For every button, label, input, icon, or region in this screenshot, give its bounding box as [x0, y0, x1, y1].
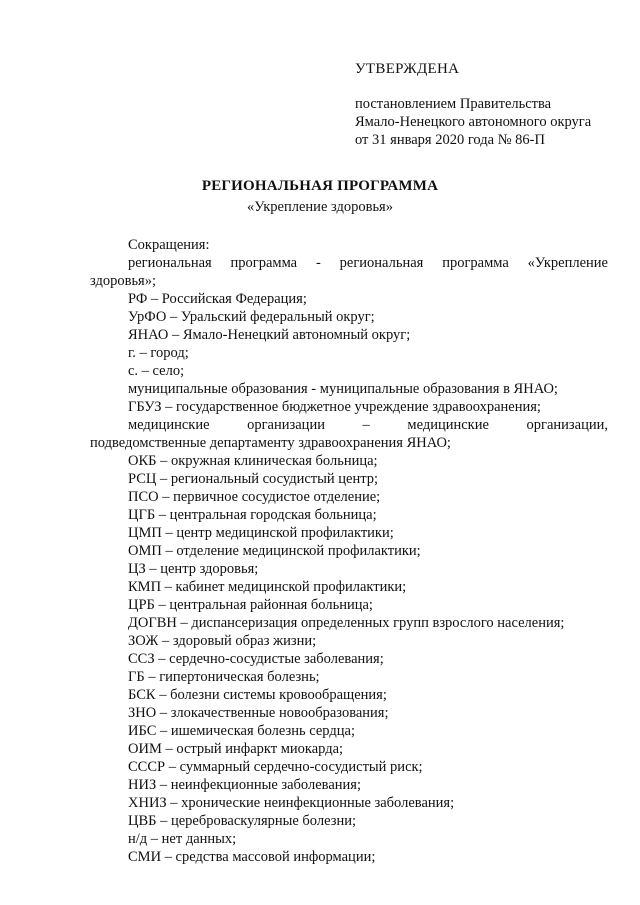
- abbreviation-item: н/д – нет данных;: [128, 831, 237, 847]
- abbreviation-item: РФ – Российская Федерация;: [128, 291, 307, 307]
- abbreviations-list: [90, 236, 608, 866]
- abbreviation-item: ГБУЗ – государственное бюджетное учреждение здравоохранения;: [128, 399, 541, 415]
- abbreviation-item: региональная программа - региональная программа «Укрепление: [128, 255, 608, 271]
- abbreviation-item: ЯНАО – Ямало-Ненецкий автономный округ;: [128, 327, 411, 343]
- abbreviation-item: ЦМП – центр медицинской профилактики;: [128, 525, 394, 541]
- abbreviation-item: ЗНО – злокачественные новообразования;: [128, 705, 389, 721]
- abbreviation-item: ПСО – первичное сосудистое отделение;: [128, 489, 381, 505]
- abbreviation-item: ИБС – ишемическая болезнь сердца;: [128, 723, 355, 739]
- program-subtitle: «Укрепление здоровья»: [247, 199, 393, 215]
- approval-block: [355, 60, 591, 149]
- abbreviation-item: муниципальные образования - муниципальные образования в ЯНАО;: [128, 381, 558, 397]
- decree-reference: [355, 95, 591, 149]
- abbreviation-item: г. – город;: [128, 345, 189, 361]
- abbreviation-item: ДОГВН – диспансеризация определенных групп взрослого населения;: [128, 615, 565, 631]
- decree-line: постановлением Правительства: [355, 96, 552, 112]
- abbreviation-item: ГБ – гипертоническая болезнь;: [128, 669, 320, 685]
- abbreviation-item: ОМП – отделение медицинской профилактики;: [128, 543, 421, 559]
- abbreviation-item-continuation: здоровья»;: [90, 273, 157, 289]
- abbreviation-item: ОКБ – окружная клиническая больница;: [128, 453, 378, 469]
- decree-line: от 31 января 2020 года № 86-П: [355, 132, 545, 148]
- abbreviation-item: КМП – кабинет медицинской профилактики;: [128, 579, 407, 595]
- abbreviation-item: ОИМ – острый инфаркт миокарда;: [128, 741, 344, 757]
- abbreviation-item: РСЦ – региональный сосудистый центр;: [128, 471, 378, 487]
- abbreviation-item: ССЗ – сердечно-сосудистые заболевания;: [128, 651, 384, 667]
- abbreviation-item: ЦВБ – цереброваскулярные болезни;: [128, 813, 356, 829]
- abbreviation-item: СССР – суммарный сердечно-сосудистый риск;: [128, 759, 423, 775]
- abbreviation-item: НИЗ – неинфекционные заболевания;: [128, 777, 361, 793]
- abbreviation-item: ЗОЖ – здоровый образ жизни;: [128, 633, 317, 649]
- abbreviation-item: БСК – болезни системы кровообращения;: [128, 687, 387, 703]
- approval-stamp: УТВЕРЖДЕНА: [355, 61, 460, 77]
- abbreviation-item: медицинские организации – медицинские организации,: [128, 417, 608, 433]
- decree-line: Ямало-Ненецкого автономного округа: [355, 114, 592, 130]
- abbreviation-item: с. – село;: [128, 363, 185, 379]
- abbreviation-item-continuation: подведомственные департаменту здравоохранения ЯНАО;: [90, 435, 451, 451]
- abbreviation-item: ХНИЗ – хронические неинфекционные заболевания;: [128, 795, 455, 811]
- abbreviation-item: УрФО – Уральский федеральный округ;: [128, 309, 375, 325]
- abbreviation-item: СМИ – средства массовой информации;: [128, 849, 376, 865]
- program-title: РЕГИОНАЛЬНАЯ ПРОГРАММА: [201, 178, 439, 194]
- abbreviation-item: ЦРБ – центральная районная больница;: [128, 597, 373, 613]
- abbreviation-item: ЦЗ – центр здоровья;: [128, 561, 259, 577]
- abbreviations-heading: Сокращения:: [128, 237, 210, 253]
- abbreviation-item: ЦГБ – центральная городская больница;: [128, 507, 377, 523]
